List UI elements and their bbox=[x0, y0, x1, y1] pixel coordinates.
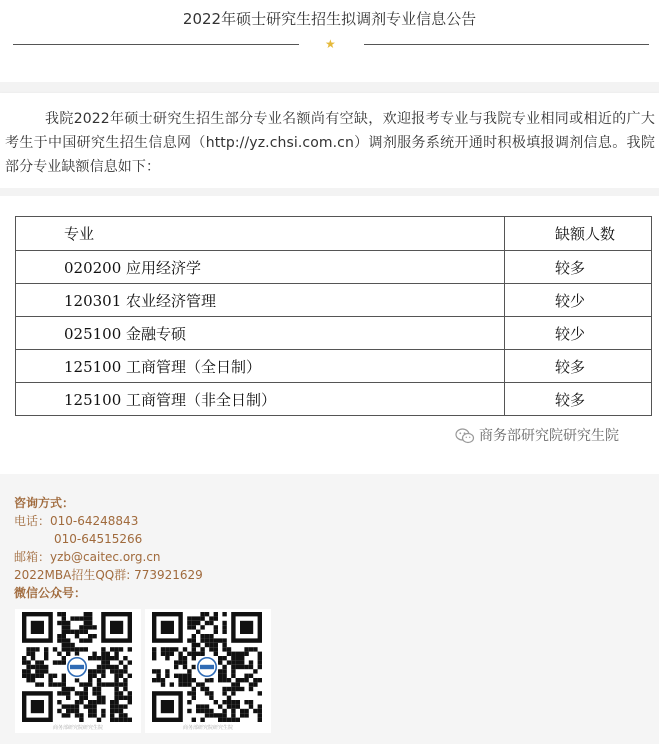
major-cell: 125100 工商管理（全日制） bbox=[16, 350, 505, 383]
vacancy-cell: 较多 bbox=[505, 350, 652, 383]
vacancy-cell: 较多 bbox=[505, 251, 652, 284]
table-row bbox=[16, 284, 652, 317]
qr-code-card bbox=[15, 609, 141, 733]
major-cell: 025100 金融专硕 bbox=[16, 317, 505, 350]
contact-heading: 咨询方式： bbox=[14, 496, 75, 510]
intro-card bbox=[0, 93, 659, 188]
page-title: 2022年硕士研究生招生拟调剂专业信息公告 bbox=[182, 10, 477, 28]
wechat-icon bbox=[455, 428, 475, 444]
vacancy-cell: 较少 bbox=[505, 284, 652, 317]
column-header-vacancy: 缺额人数 bbox=[505, 217, 652, 251]
section-separator bbox=[0, 188, 659, 196]
intro-paragraph: 我院2022年硕士研究生招生部分专业名额尚有空缺，欢迎报考专业与我院专业相同或相近的广大考生于中国研究生招生信息网（http://yz.chsi.com.cn）调剂服务系统开通时积极填报调剂信息。我院部分专业缺额信息如下： bbox=[5, 111, 655, 175]
phone-label: 电话： bbox=[14, 514, 51, 528]
email-label: 邮箱： bbox=[14, 550, 51, 564]
table-row bbox=[16, 350, 652, 383]
phone-line bbox=[14, 512, 203, 530]
source-watermark bbox=[455, 425, 619, 445]
table-header-row bbox=[16, 217, 652, 251]
email-line bbox=[14, 548, 203, 566]
section-separator bbox=[0, 82, 659, 93]
major-cell: 120301 农业经济管理 bbox=[16, 284, 505, 317]
qr-code-icon bbox=[149, 611, 267, 723]
page-header bbox=[0, 0, 659, 82]
qr-code-icon bbox=[19, 611, 137, 723]
phone-line bbox=[14, 530, 203, 548]
vacancy-cell: 较多 bbox=[505, 383, 652, 416]
table-row bbox=[16, 383, 652, 416]
wechat-heading: 微信公众号： bbox=[14, 586, 87, 600]
table-row bbox=[16, 251, 652, 284]
qr-caption: 商务部研究院研究生院 bbox=[182, 725, 233, 731]
star-icon: ★ bbox=[325, 37, 336, 51]
vacancy-cell: 较少 bbox=[505, 317, 652, 350]
quota-table bbox=[15, 216, 652, 416]
source-label: 商务部研究院研究生院 bbox=[479, 428, 619, 444]
contact-info bbox=[14, 494, 203, 602]
qr-code-card bbox=[145, 609, 271, 733]
major-cell: 020200 应用经济学 bbox=[16, 251, 505, 284]
contact-footer bbox=[0, 474, 659, 744]
title-divider-right bbox=[364, 44, 649, 45]
major-cell: 125100 工商管理（非全日制） bbox=[16, 383, 505, 416]
qr-caption: 商务部研究院研究生院 bbox=[52, 725, 103, 731]
qq-group: 2022MBA招生QQ群: 773921629 bbox=[14, 568, 203, 582]
title-divider-left bbox=[13, 44, 299, 45]
column-header-major: 专业 bbox=[16, 217, 505, 251]
email-address: yzb@caitec.org.cn bbox=[50, 550, 161, 564]
phone-number: 010-64248843 bbox=[50, 514, 139, 528]
table-row bbox=[16, 317, 652, 350]
phone-number: 010-64515266 bbox=[54, 532, 143, 546]
